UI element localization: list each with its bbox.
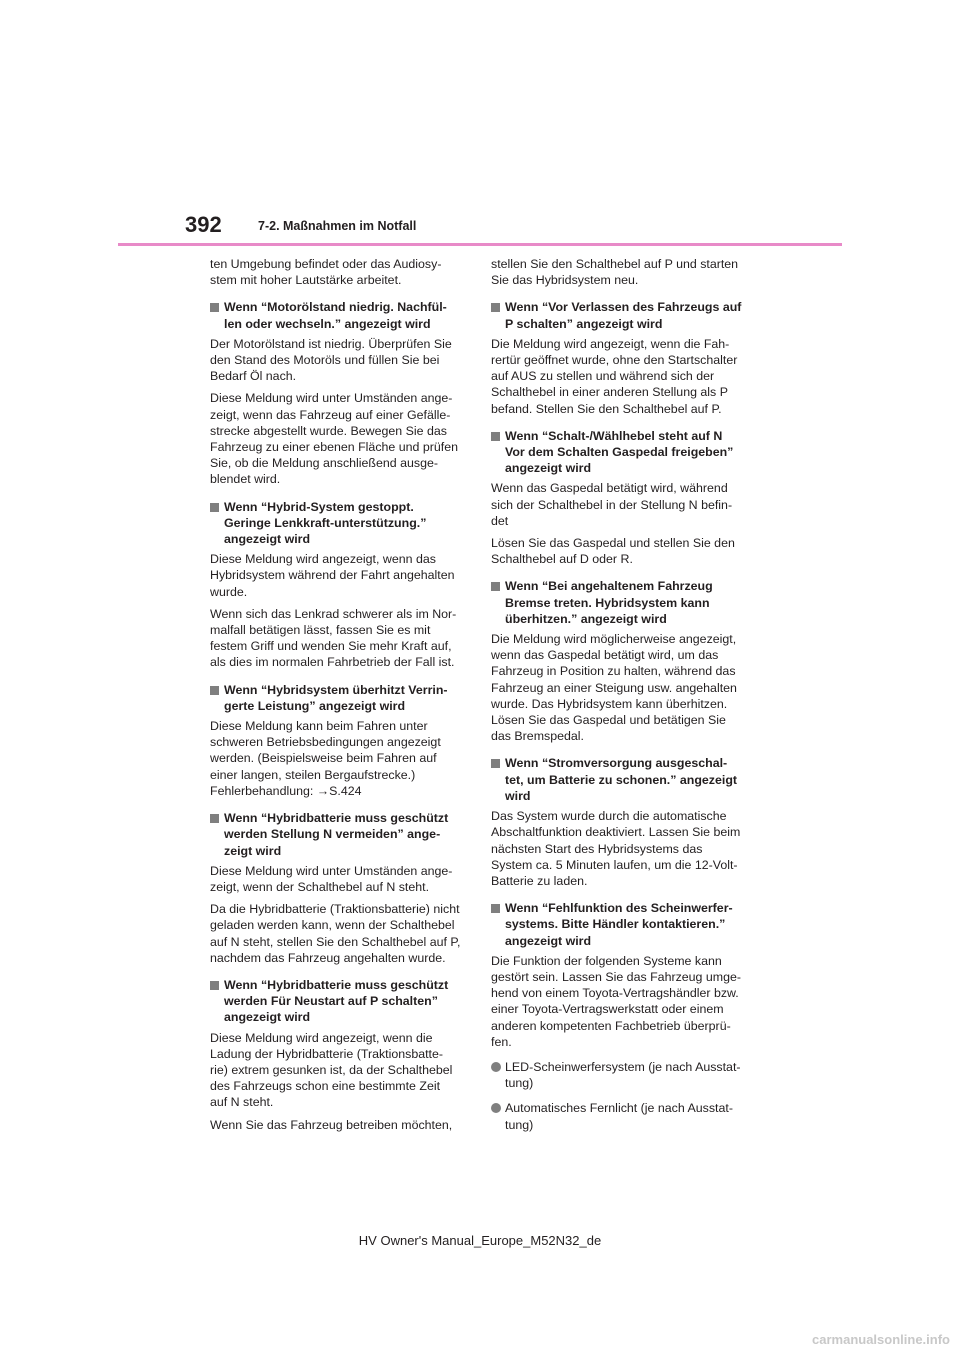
square-bullet-icon bbox=[210, 503, 219, 512]
body-paragraph: Diese Meldung wird angezeigt, wenn das Hybridsystem während der Fahrt angehalten wurde. bbox=[210, 552, 455, 599]
section-heading: Wenn “Bei angehaltenem Fahrzeug Bremse treten. Hybridsystem kann überhitzen.” angezeigt wird bbox=[491, 578, 749, 627]
body-paragraph: Die Meldung wird möglicherweise angezeigt, wenn das Gaspedal betätigt wird, um das Fahrzeug in Position zu halten, während das Fahrzeug an einer Steigung usw. angehalten wurde. Das Hybridsystem kann überhitzen. Lösen Sie das Gaspedal und betätigen Sie das Bremspedal. bbox=[491, 632, 737, 744]
body-paragraph: Diese Meldung kann beim Fahren unter schweren Betriebsbedingungen angezeigt werden. (Beispielsweise beim Fahren auf einer langen, steilen Bergaufstrecke.) Fehlerbehandlung: →S.424 bbox=[210, 719, 441, 798]
square-bullet-icon bbox=[210, 814, 219, 823]
bullet-item: LED-Scheinwerfersystem (je nach Ausstat- tung) bbox=[491, 1059, 749, 1091]
square-bullet-icon bbox=[491, 759, 500, 768]
body-paragraph: Die Funktion der folgenden Systeme kann gestört sein. Lassen Sie das Fahrzeug umge- hend von einem Toyota-Vertragshändler bzw. einer Toyota-Vertragswerkstatt oder einem anderen kompetenten Fachbetrieb überprü- fen. bbox=[491, 953, 742, 1049]
page-number: 392 bbox=[185, 212, 222, 237]
body-paragraph: Diese Meldung wird unter Umständen ange- zeigt, wenn das Fahrzeug auf einer Gefälle- strecke abgestellt wurde. Bewegen Sie das Fahrzeug zu einer ebenen Fläche und prüfen Sie, ob die Meldung anschließend ausge- blendet wird. bbox=[210, 391, 458, 487]
body-paragraph: Da die Hybridbatterie (Traktionsbatterie) nicht geladen werden kann, wenn der Schalthebel auf N steht, stellen Sie den Schalthebel auf P, nachdem das Fahrzeug angehalten wurde. bbox=[210, 902, 461, 965]
body-paragraph: ten Umgebung befindet oder das Audiosy- stem mit hoher Lautstärke arbeitet. bbox=[210, 257, 442, 288]
body-paragraph: Der Motorölstand ist niedrig. Überprüfen Sie den Stand des Motoröls und füllen Sie bei Bedarf Öl nach. bbox=[210, 336, 452, 384]
section-heading: Wenn “Vor Verlassen des Fahrzeugs auf P schalten” angezeigt wird bbox=[491, 299, 749, 331]
section-heading: Wenn “Hybridbatterie muss geschützt werden Für Neustart auf P schalten” angezeigt wird bbox=[210, 977, 468, 1026]
body-paragraph: Wenn das Gaspedal betätigt wird, während sich der Schalthebel in der Stellung N befin- det bbox=[491, 481, 733, 528]
body-paragraph: Das System wurde durch die automatische Abschaltfunktion deaktiviert. Lassen Sie beim nächsten Start des Hybridsystems das System ca. 5 Minuten laufen, um die 12-Volt- Batterie zu laden. bbox=[491, 809, 741, 888]
left-column bbox=[210, 256, 468, 1139]
square-bullet-icon bbox=[491, 303, 500, 312]
header-rule bbox=[118, 243, 842, 246]
body-paragraph: Wenn Sie das Fahrzeug betreiben möchten, bbox=[210, 1117, 453, 1132]
section-heading: Wenn “Hybridbatterie muss geschützt werden Stellung N vermeiden” ange- zeigt wird bbox=[210, 810, 468, 859]
circle-bullet-icon bbox=[491, 1062, 501, 1072]
body-paragraph: Diese Meldung wird angezeigt, wenn die Ladung der Hybridbatterie (Traktionsbatte- rie) extrem gesunken ist, da der Schalthebel des Fahrzeugs schon eine bestimmte Zeit auf N steht. bbox=[210, 1030, 453, 1110]
body-paragraph: stellen Sie den Schalthebel auf P und starten Sie das Hybridsystem neu. bbox=[491, 257, 739, 288]
watermark: carmanualsonline.info bbox=[812, 1332, 950, 1347]
square-bullet-icon bbox=[491, 432, 500, 441]
section-heading: Wenn “Fehlfunktion des Scheinwerfer- systems. Bitte Händler kontaktieren.” angezeigt wird bbox=[491, 900, 749, 949]
square-bullet-icon bbox=[491, 904, 500, 913]
body-paragraph: Lösen Sie das Gaspedal und stellen Sie den Schalthebel auf D oder R. bbox=[491, 536, 735, 567]
square-bullet-icon bbox=[491, 582, 500, 591]
section-heading: Wenn “Motorölstand niedrig. Nachfül- len oder wechseln.” angezeigt wird bbox=[210, 299, 468, 331]
section-title: 7-2. Maßnahmen im Notfall bbox=[258, 219, 417, 233]
section-heading: Wenn “Stromversorgung ausgeschal- tet, um Batterie zu schonen.” angezeigt wird bbox=[491, 755, 749, 804]
section-heading: Wenn “Hybridsystem überhitzt Verrin- gerte Leistung” angezeigt wird bbox=[210, 682, 468, 714]
footer-text: HV Owner's Manual_Europe_M52N32_de bbox=[358, 1233, 602, 1248]
body-paragraph: Die Meldung wird angezeigt, wenn die Fah- rertür geöffnet wurde, ohne den Startschalter auf AUS zu stellen und während sich der Schalthebel in einer anderen Stellung als P befand. Stellen Sie den Schalthebel auf P. bbox=[491, 336, 738, 416]
square-bullet-icon bbox=[210, 981, 219, 990]
circle-bullet-icon bbox=[491, 1103, 501, 1113]
section-heading: Wenn “Hybrid-System gestoppt. Geringe Lenkkraft-unterstützung.” angezeigt wird bbox=[210, 499, 468, 548]
square-bullet-icon bbox=[210, 686, 219, 695]
bullet-item: Automatisches Fernlicht (je nach Ausstat- tung) bbox=[491, 1100, 749, 1132]
square-bullet-icon bbox=[210, 303, 219, 312]
body-paragraph: Diese Meldung wird unter Umständen ange- zeigt, wenn der Schalthebel auf N steht. bbox=[210, 863, 453, 894]
section-heading: Wenn “Schalt-/Wählhebel steht auf N Vor dem Schalten Gaspedal freigeben” angezeigt wird bbox=[491, 428, 749, 477]
body-paragraph: Wenn sich das Lenkrad schwerer als im Nor- malfall betätigen lässt, fassen Sie es mit festem Griff und wenden Sie mehr Kraft auf, als dies im normalen Fahrbetrieb der Fall ist. bbox=[210, 606, 457, 670]
right-column bbox=[491, 256, 749, 1139]
